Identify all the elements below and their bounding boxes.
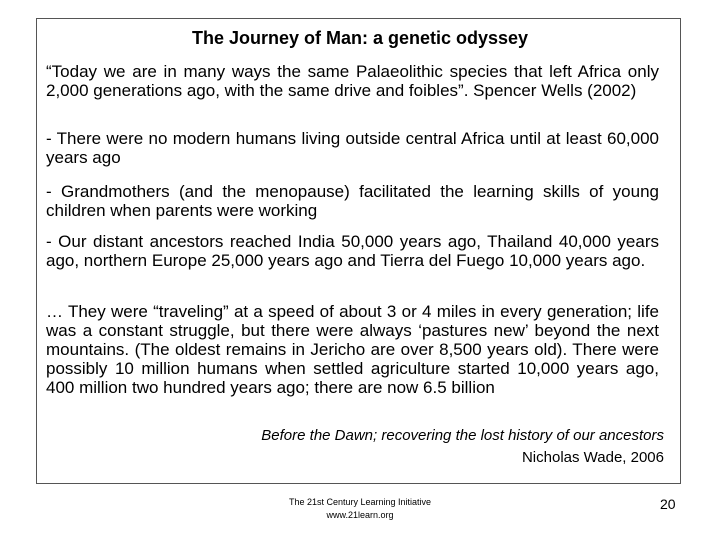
footer-website: www.21learn.org xyxy=(326,510,394,520)
source-author: Nicholas Wade, 2006 xyxy=(521,449,664,466)
bullet-paragraph-4: … They were “traveling” at a speed of about 3 or 4 miles in every generation; life was a constant struggle, but there were always ‘pastures new’ beyond the next mountains. (The oldest remains in Jericho are over 8,500 years old). There were possibly 10 million humans when settled agriculture started 10,000 years ago, 400 million two hundred years ago; there are now 6.5 billion xyxy=(46,302,659,397)
footer xyxy=(210,496,510,522)
page-number: 20 xyxy=(660,496,676,512)
footer-organization: The 21st Century Learning Initiative xyxy=(288,497,432,507)
source-title: Before the Dawn; recovering the lost history of our ancestors xyxy=(261,427,664,444)
slide-title: The Journey of Man: a genetic odyssey xyxy=(191,28,529,48)
quote-paragraph: “Today we are in many ways the same Palaeolithic species that left Africa only 2,000 generations ago, with the same drive and foibles”. Spencer Wells (2002) xyxy=(46,62,659,100)
bullet-paragraph-1: - There were no modern humans living outside central Africa until at least 60,000 years ago xyxy=(46,129,659,167)
bullet-paragraph-3: - Our distant ancestors reached India 50,000 years ago, Thailand 40,000 years ago, northern Europe 25,000 years ago and Tierra del Fuego 10,000 years ago. xyxy=(46,232,659,270)
bullet-paragraph-2: - Grandmothers (and the menopause) facilitated the learning skills of young children when parents were working xyxy=(46,182,659,220)
